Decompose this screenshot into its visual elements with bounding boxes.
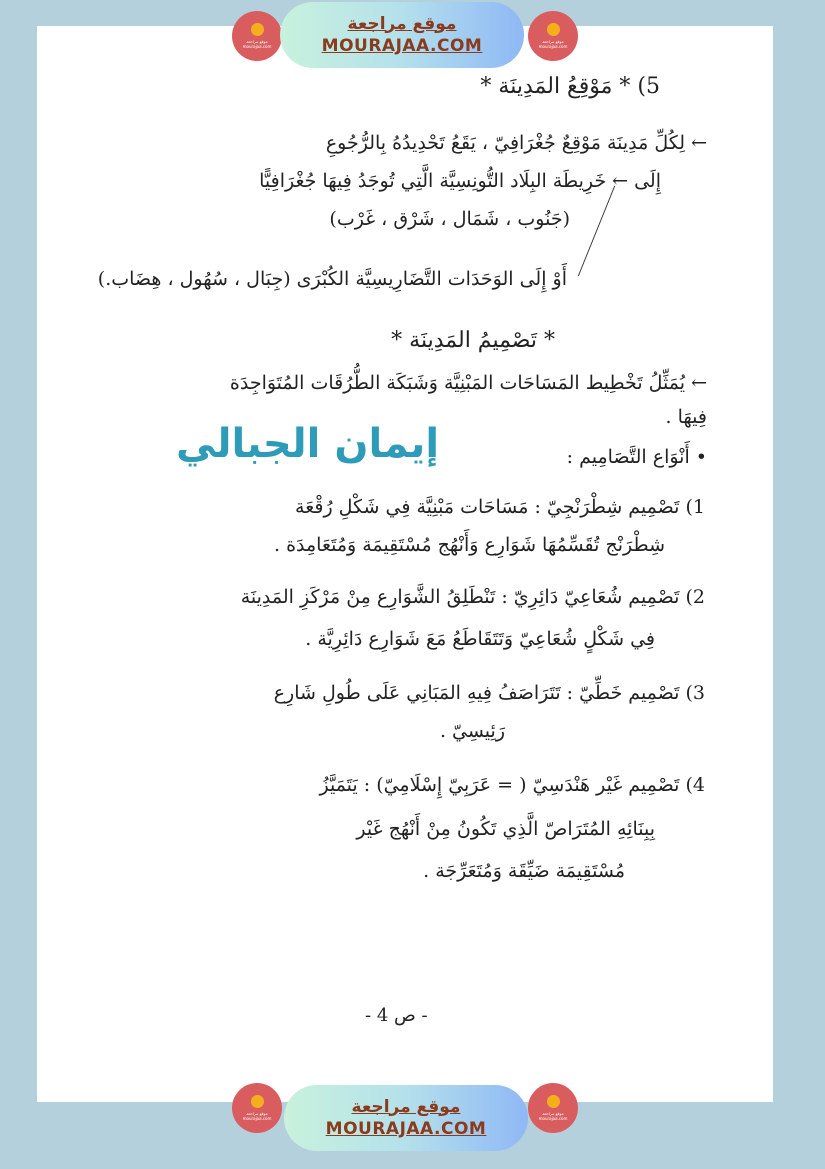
para1-line: ← لِكُلِّ مَدِينَة مَوْقِعٌ جُغْرَافِيّ ، يَقَعُ تَحْدِيدُهُ بِالرُّجُوعِ	[325, 132, 707, 154]
types-heading: • أَنْوَاع التَّصَامِيم :	[566, 446, 707, 468]
section-title-city-design: * تَصْمِيمُ المَدِينَة *	[391, 328, 555, 353]
type-number: 2)	[685, 586, 705, 608]
site-name-arabic: موقع مراجعة	[351, 1096, 461, 1117]
type-text: تَصْمِيم شُعَاعِيّ دَائِرِيّ : تَنْطَلِقُ الشَّوَارِع مِنْ مَرْكَزِ المَدِينَة	[240, 586, 680, 608]
logo-badge-icon	[251, 1095, 264, 1108]
type-2-line	[241, 586, 705, 608]
type-1-line: شِطْرَنْج تُقَسِّمُهَا شَوَارِع وَأَنْهُج مُسْتَقِيمَة وَمُتَعَامِدَة .	[273, 534, 665, 556]
para1-line: أَوْ إِلَى الوَحَدَات التَّضَارِيسِيَّة الكُبْرَى (جِبَال ، سُهُول ، هِضَاب.)	[97, 268, 567, 290]
site-logo-right-footer[interactable]	[528, 1083, 578, 1133]
site-name-english: MOURAJAA.COM	[321, 35, 483, 56]
para2-line: فِيهَا .	[665, 406, 707, 428]
type-number: 3)	[685, 682, 705, 704]
type-4-line: بِبِنَائِهِ المُتَرَاصّ الَّذِي تَكُونُ مِنْ أَنْهُج غَيْر	[356, 818, 655, 840]
site-banner-top[interactable]	[280, 2, 524, 68]
type-text: تَصْمِيم غَيْر هَنْدَسِيّ ( = عَرَبِيّ إِسْلَامِيّ) : يَتَمَيَّزُ	[319, 774, 680, 796]
type-text: تَصْمِيم خَطِّيّ : تَتَرَاصَفُ فِيهِ المَبَانِي عَلَى طُولِ شَارِع	[273, 682, 680, 704]
type-3-line: رَئِيسِيّ .	[439, 720, 505, 742]
type-4-line	[319, 774, 705, 796]
logo-caption: موقع مراجعة mourajaa.com	[242, 1111, 272, 1121]
logo-badge-icon	[251, 23, 264, 36]
site-logo-left[interactable]	[232, 11, 282, 61]
type-4-line: مُسْتَقِيمَة ضَيِّقَة وَمُتَعَرِّجَة .	[423, 860, 625, 882]
page-number: - ص 4 -	[365, 1005, 428, 1026]
para2-line: ← يُمَثِّلُ تَخْطِيط المَسَاحَات المَبْنِيَّة وَشَبَكَة الطُّرُقَات المُتَوَاجِدَة	[229, 372, 707, 394]
type-1-line	[295, 496, 705, 518]
para1-line: (جَنُوب ، شَمَال ، شَرْق ، غَرْب)	[329, 208, 570, 230]
logo-caption: موقع مراجعة mourajaa.com	[538, 39, 568, 49]
type-3-line	[274, 682, 705, 704]
site-banner-bottom[interactable]	[284, 1085, 528, 1151]
type-number: 1)	[685, 496, 705, 518]
site-logo-right[interactable]	[528, 11, 578, 61]
site-logo-left-footer[interactable]	[232, 1083, 282, 1133]
logo-caption: موقع مراجعة mourajaa.com	[538, 1111, 568, 1121]
logo-caption: موقع مراجعة mourajaa.com	[242, 39, 272, 49]
logo-badge-icon	[547, 1095, 560, 1108]
logo-badge-icon	[547, 23, 560, 36]
type-number: 4)	[685, 774, 705, 796]
site-name-arabic: موقع مراجعة	[347, 13, 457, 34]
type-2-line: فِي شَكْلٍ شُعَاعِيّ وَتَتَقَاطَعُ مَعَ شَوَارِع دَائِرِيَّة .	[305, 628, 655, 650]
site-name-english: MOURAJAA.COM	[325, 1118, 487, 1139]
type-text: تَصْمِيم شِطْرَنْجِيّ : مَسَاحَات مَبْنِيَّة فِي شَكْلِ رُقْعَة	[295, 496, 680, 518]
author-watermark: إيمان الجبالي	[176, 421, 440, 467]
section-title-city-location: 5) * مَوْقِعُ المَدِينَة *	[480, 74, 660, 99]
para1-line: إِلَى ← خَرِيطَة البِلَاد التُّونِسِيَّة الَّتِي تُوجَدُ فِيهَا جُغْرَافِيًّا	[259, 170, 661, 192]
